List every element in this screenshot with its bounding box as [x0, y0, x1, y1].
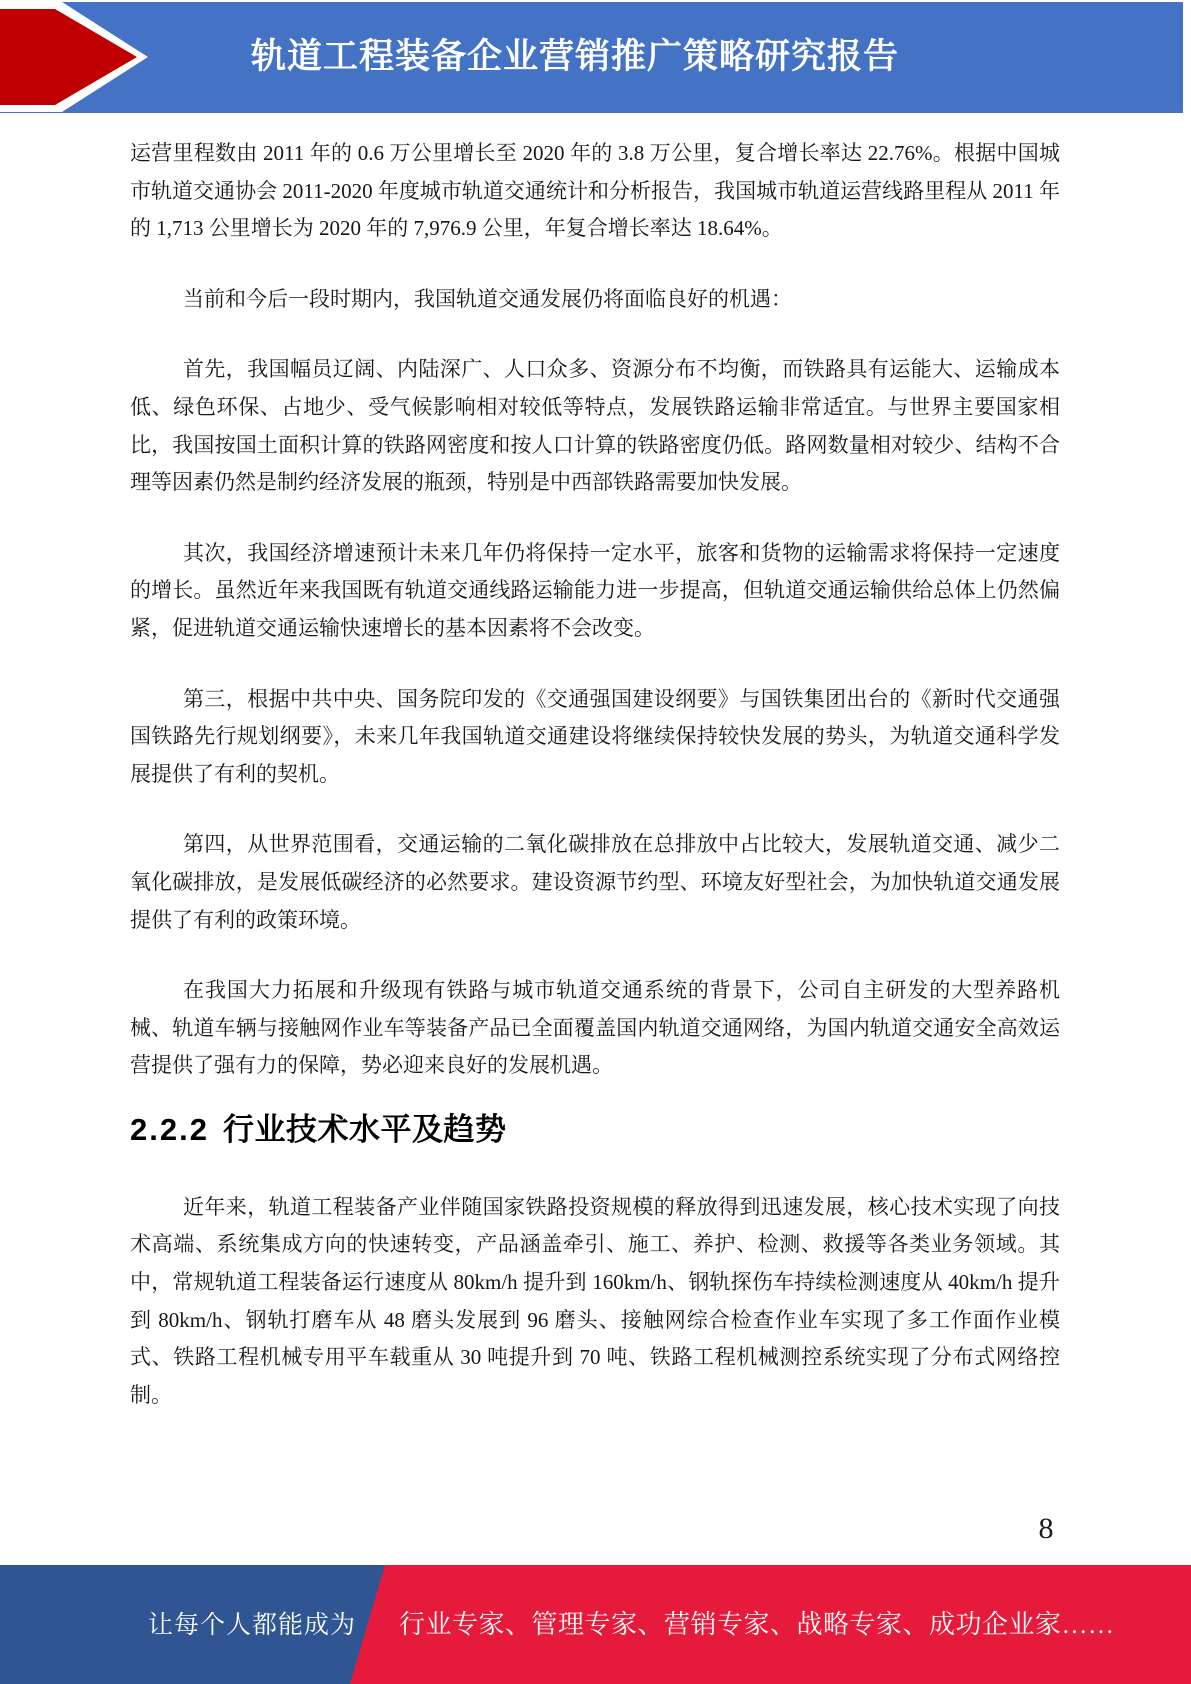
footer-slogan-right: 行业专家、管理专家、营销专家、战略专家、成功企业家……	[399, 1610, 1115, 1639]
paragraph: 当前和今后一段时期内，我国轨道交通发展仍将面临良好的机遇：	[183, 286, 792, 311]
page-number: 8	[1038, 1512, 1054, 1545]
paragraph: 其次，我国经济增速预计未来几年仍将保持一定水平，旅客和货物的运输需求将保持一定速度的增长。虽然近年来我国既有轨道交通线路运输能力进一步提高，但轨道交通运输供给总体上仍然偏紧，促进轨道交通运输快速增长的基本因素将不会改变。	[130, 540, 1060, 640]
paragraph: 在我国大力拓展和升级现有铁路与城市轨道交通系统的背景下，公司自主研发的大型养路机械、轨道车辆与接触网作业车等装备产品已全面覆盖国内轨道交通网络，为国内轨道交通安全高效运营提供了强有力的保障，势必迎来良好的发展机遇。	[130, 978, 1060, 1078]
page-footer	[0, 1565, 1191, 1684]
section-heading	[130, 1108, 1060, 1152]
footer-slogan-left: 让每个人都能成为	[148, 1612, 357, 1639]
report-title: 轨道工程装备企业营销推广策略研究报告	[250, 37, 899, 76]
section-title: 行业技术水平及趋势	[222, 1111, 507, 1147]
paragraph: 首先，我国幅员辽阔、内陆深广、人口众多、资源分布不均衡，而铁路具有运能大、运输成本低、绿色环保、占地少、受气候影响相对较低等特点，发展铁路运输非常适宜。与世界主要国家相比，我国按国土面积计算的铁路网密度和按人口计算的铁路密度仍低。路网数量相对较少、结构不合理等因素仍然是制约经济发展的瓶颈，特别是中西部铁路需要加快发展。	[130, 357, 1060, 495]
section-number: 2.2.2	[130, 1111, 209, 1147]
paragraph: 第四，从世界范围看，交通运输的二氧化碳排放在总排放中占比较大，发展轨道交通、减少二氧化碳排放，是发展低碳经济的必然要求。建设资源节约型、环境友好型社会，为加快轨道交通发展提供了有利的政策环境。	[130, 832, 1060, 932]
paragraph: 第三，根据中共中央、国务院印发的《交通强国建设纲要》与国铁集团出台的《新时代交通强国铁路先行规划纲要》，未来几年我国轨道交通建设将继续保持较快发展的势头，为轨道交通科学发展提供了有利的契机。	[130, 686, 1060, 786]
paragraph: 近年来，轨道工程装备产业伴随国家铁路投资规模的释放得到迅速发展，核心技术实现了向技术高端、系统集成方向的快速转变，产品涵盖牵引、施工、养护、检测、救援等各类业务领域。其中，常规轨道工程装备运行速度从 80km/h 提升到 160km/h、钢轨探伤车持续检测速度从 40km/h 提升到 80km/h、钢轨打磨车从 48 磨头发展到 96 磨头、接触网综合检查作业车实现了多工作面作业模式、铁路工程机械专用平车载重从 30 吨提升到 70 吨、铁路工程机械测控系统实现了分布式网络控制。	[130, 1194, 1060, 1407]
paragraph: 运营里程数由 2011 年的 0.6 万公里增长至 2020 年的 3.8 万公里，复合增长率达 22.76%。根据中国城市轨道交通协会 2011-2020 年度城市轨道交通统计和分析报告，我国城市轨道运营线路里程从 2011 年的 1,713 公里增长为 2020 年的 7,976.9 公里，年复合增长率达 18.64%。	[130, 141, 1060, 241]
document-body	[130, 135, 1060, 1447]
